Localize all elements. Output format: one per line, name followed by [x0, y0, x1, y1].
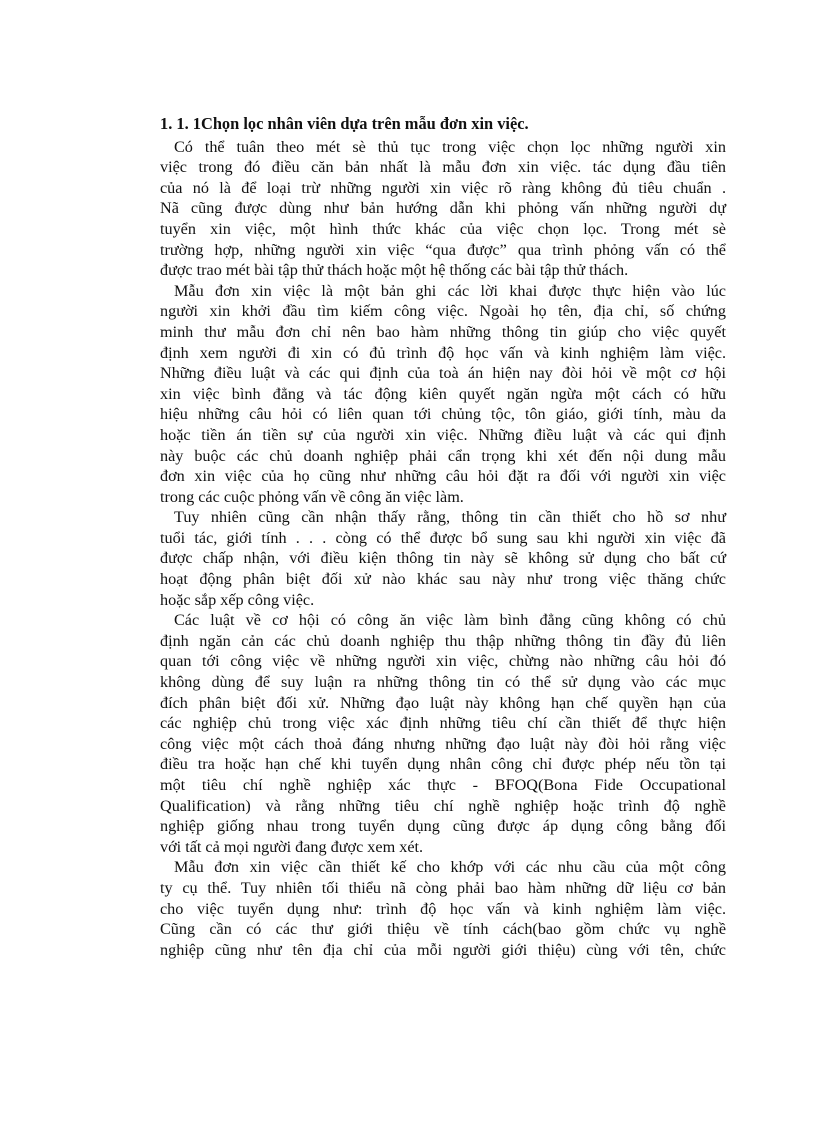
text-line: hoặc sắp xếp công việc.	[160, 590, 315, 609]
text-line: được chấp nhận, với điều kiện thông tin này sẽ không sử dụng cho bất cứ	[160, 549, 726, 568]
text-line: Có thể tuân theo mét sè thủ tục trong việc chọn lọc những người xin	[174, 137, 726, 156]
text-line: Mẫu đơn xin việc là một bản ghi các lời khai được thực hiện vào lúc	[174, 281, 726, 300]
paragraph	[160, 281, 726, 508]
text-line: công việc một cách thoả đáng nhưng những đạo luật này đòi hỏi rằng việc	[160, 734, 726, 753]
paragraph	[160, 857, 726, 960]
text-line: cho việc tuyển dụng như: trình độ học vấn và kinh nghiệm làm việc.	[160, 899, 726, 918]
text-line: người xin khởi đầu tìm kiếm công việc. Ngoài họ tên, địa chỉ, số chứng	[160, 302, 726, 321]
document-page	[160, 114, 726, 960]
text-line: Nã cũng được dùng như bản hướng dẫn khi phỏng vấn những người dự	[160, 199, 726, 218]
text-line: Cũng cần có các thư giới thiệu về tính cách(bao gồm chức vụ nghề	[160, 920, 726, 939]
text-line: các nghiệp chủ trong việc xác định những tiêu chí cần thiết để thực hiện	[160, 714, 726, 733]
text-line: trong các cuộc phỏng vấn về công ăn việc làm.	[160, 487, 464, 506]
text-line: Mẫu đơn xin việc cần thiết kế cho khớp với các nhu cầu của một công	[174, 858, 726, 877]
text-line: của nó là để loại trừ những người xin việc rõ ràng không đủ tiêu chuẩn .	[160, 178, 726, 197]
text-line: Các luật về cơ hội có công ăn việc làm bình đẳng cũng không có chủ	[174, 611, 726, 630]
paragraph	[160, 137, 726, 281]
text-line: một tiêu chí nghề nghiệp xác thực - BFOQ(Bona Fide Occupational	[160, 776, 726, 794]
text-line: điều tra hoặc hạn chế khi tuyển dụng nhân công chỉ được phép nếu tồn tại	[160, 755, 726, 774]
text-line: không dùng để suy luận ra những thông tin có thể sử dụng vào các mục	[160, 673, 726, 692]
text-line: đơn xin việc của họ cũng như những câu hỏi đặt ra đối với người xin việc	[160, 467, 726, 486]
text-line: hiệu những câu hỏi có liên quan tới chủng tộc, tôn giáo, giới tính, màu da	[160, 405, 726, 424]
text-line: trường hợp, những người xin việc “qua được” qua trình phỏng vấn có thể	[160, 240, 726, 259]
text-line: việc trong đó điều căn bản nhất là mẫu đơn xin việc. tác dụng đầu tiên	[160, 158, 726, 177]
text-line: minh thư mẫu đơn chỉ nên bao hàm những thông tin giúp cho việc quyết	[160, 322, 726, 341]
text-line: Tuy nhiên cũng cần nhận thấy rằng, thông tin cần thiết cho hồ sơ như	[174, 508, 726, 527]
paragraph	[160, 610, 726, 857]
text-line: được trao mét bài tập thử thách hoặc một hệ thống các bài tập thử thách.	[160, 261, 629, 280]
section-heading: 1. 1. 1Chọn lọc nhân viên dựa trên mẫu đơn xin việc.	[160, 114, 529, 133]
text-line: tuổi tác, giới tính . . . còng có thể được bổ sung sau khi người xin việc đã	[160, 528, 726, 547]
text-line: ty cụ thể. Tuy nhiên tối thiểu nã còng phải bao hàm những dữ liệu cơ bản	[160, 878, 726, 897]
text-line: quan tới công việc về những người xin việc, chừng nào những câu hỏi đó	[160, 652, 726, 671]
text-line: này buộc các chủ doanh nghiệp phải cẩn trọng khi xét đến nội dung mẫu	[160, 446, 726, 465]
text-line: tuyển xin việc, một hình thức khác của việc chọn lọc. Trong mét sè	[160, 219, 726, 238]
text-line: Qualification) và rằng những tiêu chí nghề nghiệp hoặc trình độ nghề	[160, 796, 726, 815]
text-line: xin việc bình đẳng và tác động kiên quyết ngăn ngừa một cách có hữu	[160, 384, 726, 403]
text-line: định ngăn cản các chủ doanh nghiệp thu thập những thông tin đầy đủ liên	[160, 631, 726, 650]
text-line: nghiệp cũng như tên địa chỉ của mỗi người giới thiệu) cùng với tên, chức	[160, 940, 726, 959]
text-line: với tất cả mọi người đang được xem xét.	[160, 837, 424, 856]
text-line: hoạt động phân biệt đối xử nào khác sau này như trong việc thăng chức	[160, 570, 726, 589]
text-line: hoặc tiền án tiền sự của người xin việc. Những điều luật và các qui định	[160, 425, 726, 444]
text-line: Những điều luật và các qui định của toà án hiện nay đòi hỏi về một cơ hội	[160, 364, 726, 383]
text-line: nghiệp giống nhau trong tuyển dụng cũng được áp dụng công bằng đối	[160, 817, 726, 836]
text-line: định xem người đi xin có đủ trình độ học vấn và kinh nghiệm làm việc.	[160, 343, 726, 362]
text-line: đích phân biệt đối xử. Những đạo luật này không hạn chế quyền hạn của	[160, 693, 726, 712]
paragraph	[160, 507, 726, 610]
document-body	[160, 137, 726, 961]
